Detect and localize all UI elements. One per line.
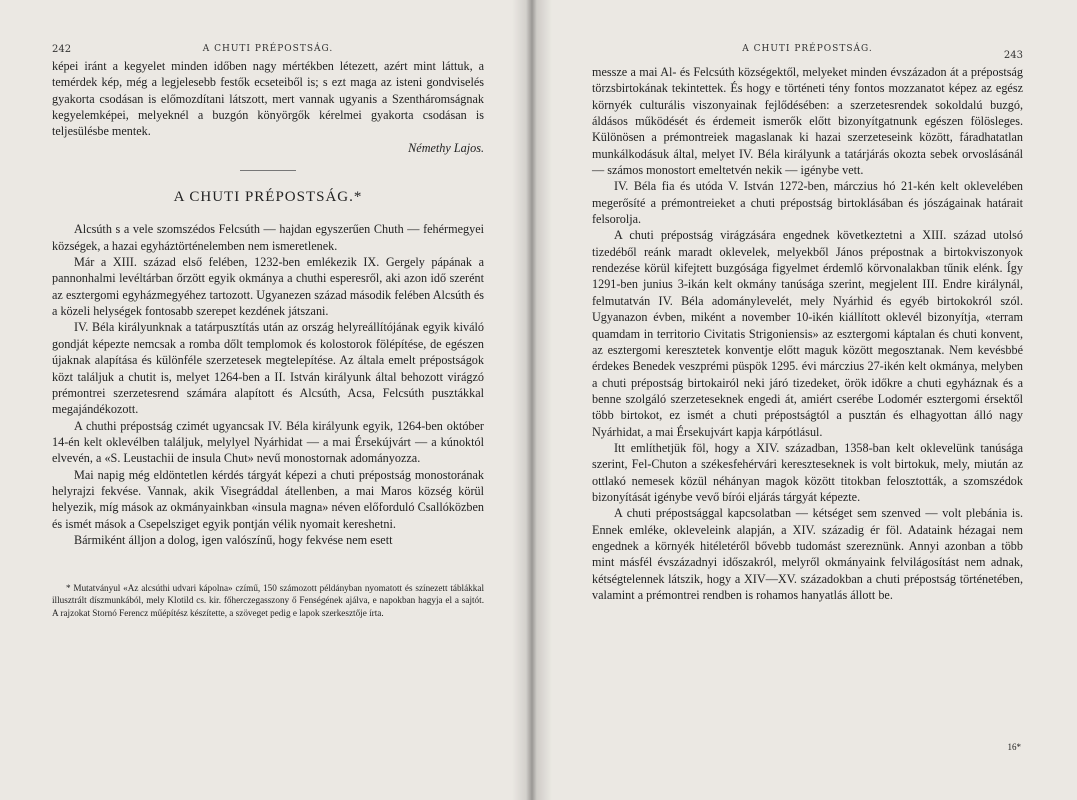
printer-signature-mark: 16* [1007, 742, 1021, 752]
book-gutter [512, 0, 552, 800]
right-page-number: 243 [1003, 50, 1023, 61]
paragraph: A chuthi prépostság czimét ugyancsak IV. Béla királyunk egyik, 1264-ben október 14-én kelt oklevélben találjuk, melylyel Nyárhidat — a mai Érsekújvárt — a kúnoktól elvevén, a «S. Leustachii de insula Chut» nevű monostornak adományozza. [52, 418, 484, 466]
left-running-head: A CHUTI PRÉPOSTSÁG. [202, 44, 334, 54]
footnote-text: * Mutatványul «Az alcsúthi udvari kápolna» czímű, 150 számozott példányban nyomatott és színezett táblákkal illusztrált díszmunkából, mely Klotild cs. kir. főherczegasszony ő Fenségének ajálva, e napokban hagyja el a sajtót. A rajzokat Stornó Ferencz műépítész készítette, a szöveget pedig e lapok szerkesztője írta. [52, 583, 484, 618]
paragraph: Alcsúth s a vele szomszédos Felcsúth — hajdan egyszerűen Chuth — fehérmegyei községek, a hazai egyháztörténelemben nem ismeretlenek. [52, 222, 484, 253]
section-divider [240, 170, 296, 171]
article-title: A CHUTI PRÉPOSTSÁG.* [173, 189, 363, 206]
right-body-text [592, 64, 1023, 603]
left-body-text [52, 58, 484, 548]
intro-paragraph: képei iránt a kegyelet minden időben nagy mértékben létezett, azért mint láttuk, a temérdek kép, még a legjelesebb festők ecseteiből is; s ezt maga az isteni gondviselés gyakorta csodásan is előmozdítani látszott, mert vannak ugyanis a Szentháromságnak kegyelemképei, melyeknél a buzgón könyörgők kérelmei gyakorta csodásan is teljesülésbe mentek. [52, 59, 484, 139]
footnote [52, 582, 484, 619]
right-page [530, 0, 1077, 800]
paragraph: IV. Béla fia és utóda V. István 1272-ben, márczius hó 21-kén kelt oklevelében megerősíté a prémontreieket a chuti prépostság birtoklásában és jószágainak határait felsorolja. [592, 179, 1023, 227]
paragraph: A chuti prépostság virágzására engednek következtetni a XIII. század utolsó tizedéből reánk maradt oklevelek, melyekből János prépostnak a birtokviszonyok rendezése körül kifejtett buzgósága figyelmet érdemlő körvonalakban tűnik elénk. Így 1291-ben junius 3-ikán kelt okmány tanúsága szerint, megjelent III. Endre királynál, felmutatván IV. Béla adománylevelét, mely Nyárhid és egyéb birtokokról szól. Ugyanazon évben, miként a november 10-ikén kiállított oklevél bizonyítja, «terram quamdam in territorio Civitatis Strigoniensis» az esztergomi káptalan és chuti konvent, az esztergomi keresztetek konventje előtt maguk között megosztanak. Nem kevésbbé érdekes Benedek veszprémi püspök 1295. évi márczius 27-ikén kelt okmánya, melyben a chuti prépostság birtokairól neki járó tizedeket, örök időkre a chuti egyháznak és a benne szolgáló szerzeteseknek engedi át, amiért cserébe Lodomér esztergomi érsektől több birtokot, ez ismét a chuti prépostságtól a pusztán és elhagyottan álló nagy Nyárhidat, a mai Érsekujvárt kapja kárpótlásul. [592, 228, 1023, 439]
right-page-header [592, 38, 1023, 61]
paragraph: messze a mai Al- és Felcsúth községektől, melyeket minden évszázadon át a prépostság törzsbirtokának tekintettek. És hogy e történeti tény fontos mozzanatot képez az egész környék culturális viszonyainak fejlődésében: a szerzetesrendek sokoldalú buzgó, áldásos működését és érdemeit ismerők előtt bizonyítgatnunk egészen fölösleges. Különösen a prémontreiek magaslanak ki hazai szerzeteseink között, fáradhatatlan munkálkodásuk által, melyet IV. Béla királyunk a tatárjárás okozta sebek orvoslásánál — számos monostort emeltetvén nekik — igénybe vett. [592, 65, 1023, 178]
left-page-number: 242 [52, 44, 72, 55]
left-page [0, 0, 530, 800]
author-signature: Némethy Lajos. [408, 140, 484, 155]
left-page-header [52, 38, 484, 58]
paragraph: Itt említhetjük föl, hogy a XIV. században, 1358-ban kelt oklevelünk tanúsága szerint, Fel-Chuton a székesfehérvári kereszteseknek is volt birtokuk, mely, miután az ottlakó nemesek közül néhányan magok között titokban felosztották, a szomszédok bizonyítását igénybe vevő bírói eljárás tárgyát képezte. [592, 440, 1023, 504]
paragraph: Már a XIII. század első felében, 1232-ben emlékezik IX. Gergely pápának a pannonhalmi levéltárban őrzött egyik okmánya a chuthi esperesről, aki azon idő szerént az esztergomi egyházmegyéhez tartozott. Ugyanezen század második felében Alcsúth és a közeli helységek fontosabb szerepet kezdének játszani. [52, 255, 484, 319]
paragraph: Bármiként álljon a dolog, igen valószínű, hogy fekvése nem esett [74, 532, 393, 547]
paragraph: Mai napig még eldöntetlen kérdés tárgyát képezi a chuti prépostság monostorának helyrajzi fekvése. Vannak, akik Visegráddal átellenben, a mai Maros község körül helyezik, míg mások az okmányainkban «insula magna» néven előforduló Csallóközben és ismét mások a Csepelsziget egyik pontján vélik nyomait kereshetni. [52, 467, 484, 531]
paragraph: A chuti prépostsággal kapcsolatban — kétséget sem szenved — volt plebánia is. Ennek emléke, okleveleink alapján, a XIV. századig ér föl. Adataink hézagai nem engednek a környék hitéletéről bővebb tudomást szereznünk. Annyi azonban a több mint másfél évszázadnyi időszakról, melyről okmányaink felvilágosítást nem adnak, kétségtelennek látszik, hogy a XIV—XV. századokban a chuti prépostság történetében, valamint a prémontrei rendben is rohamos hanyatlás állott be. [592, 506, 1023, 602]
paragraph: IV. Béla királyunknak a tatárpusztítás után az ország helyreállítójának egyik kiváló gondját képezte nemcsak a romba dőlt templomok és kolostorok fölépítése, de egészen újaknak alapítása és különféle szerzetesek megtelepítése. Az általa emelt prépostságok közt találjuk a chutit is, melyet 1264-ben a II. István királyunk által behozott virágzó prémontrei szerzetesrend számára alapított és Alcsúth, Acsa, Felcsúth pusztákkal megajándékozott. [52, 320, 484, 417]
right-running-head: A CHUTI PRÉPOSTSÁG. [742, 44, 873, 54]
